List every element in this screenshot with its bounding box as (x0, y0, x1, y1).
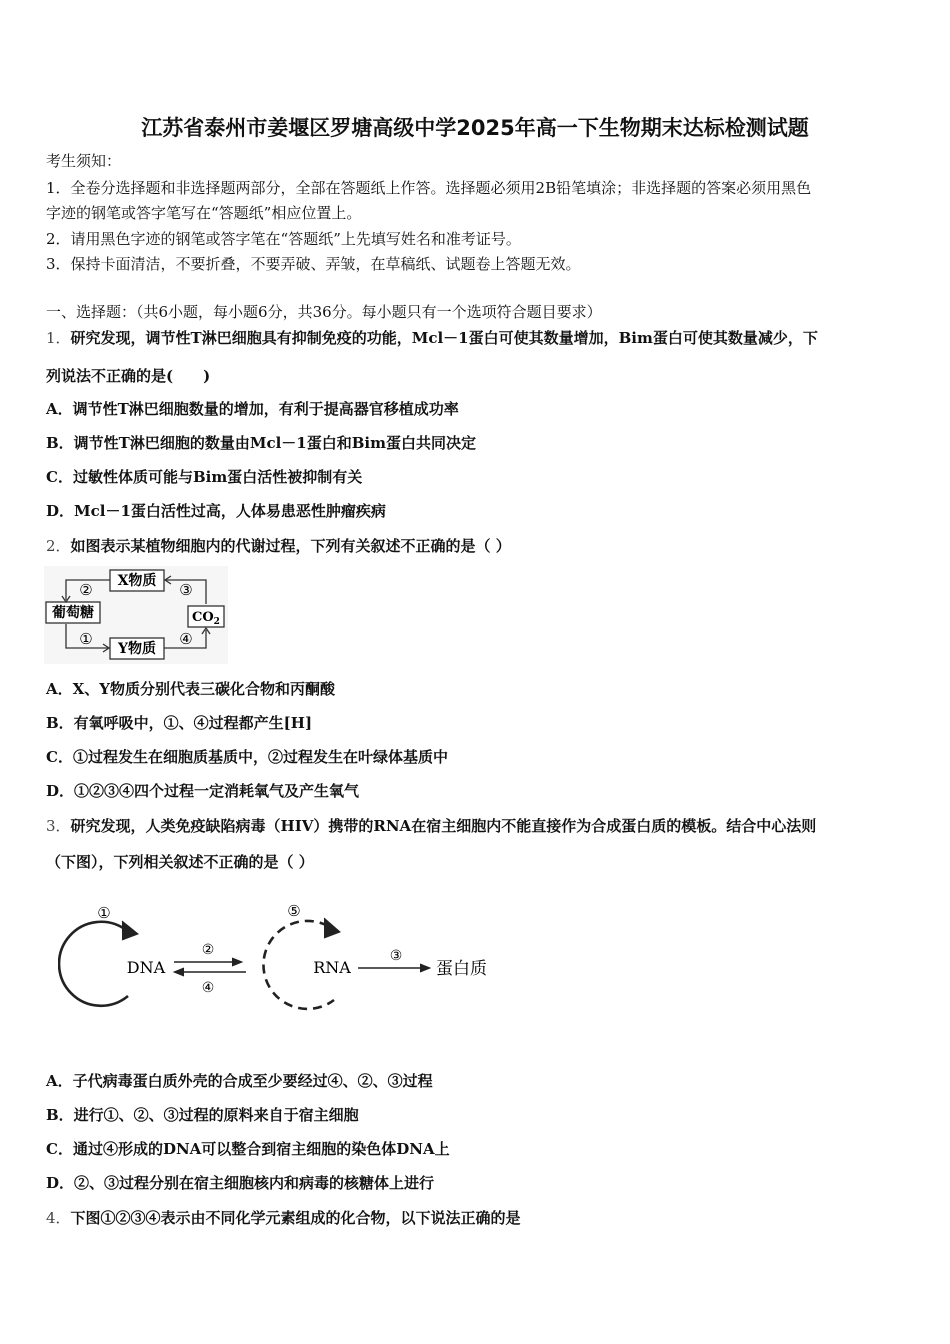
question-4 (46, 1207, 521, 1228)
option-c: C．过敏性体质可能与Bim蛋白活性被抑制有关 (46, 468, 363, 486)
y-substance-label: Y物质 (118, 641, 156, 657)
option-b: B．有氧呼吸中，①、④过程都产生[H] (46, 714, 313, 732)
option-a: A．X、Y物质分别代表三碳化合物和丙酮酸 (46, 680, 335, 698)
rna-replication-arrowhead (324, 918, 340, 938)
question-number: 3． (46, 817, 71, 835)
question-text: 下图①②③④表示由不同化学元素组成的化合物，以下说法正确的是 (70, 1209, 521, 1227)
notice-item: 字迹的钢笔或答字笔写在“答题纸”相应位置上。 (46, 204, 362, 222)
question-text: 研究发现，人类免疫缺陷病毒（HIV）携带的RNA在宿主细胞内不能直接作为合成蛋白质的模板。结合中心法则 (70, 817, 817, 835)
transcription-arrow (232, 958, 242, 966)
option-d: D．Mcl－1蛋白活性过高，人体易患恶性肿瘤疾病 (46, 502, 386, 520)
question-1 (46, 327, 818, 348)
glucose-label: 葡萄糖 (52, 605, 94, 621)
option-b: B．调节性T淋巴细胞的数量由Mcl－1蛋白和Bim蛋白共同决定 (46, 434, 476, 452)
notice-item: 2．请用黑色字迹的钢笔或答字笔在“答题纸”上先填写姓名和准考证号。 (46, 230, 521, 248)
co2-label: $CO_2$ (192, 610, 220, 627)
option-a: A．子代病毒蛋白质外壳的合成至少要经过④、②、③过程 (46, 1072, 433, 1090)
translation-arrow (420, 964, 430, 972)
section-heading: 一、选择题：（共6小题，每小题6分，共36分。每小题只有一个选项符合题目要求） (46, 303, 602, 321)
question-2 (46, 535, 511, 556)
central-dogma-diagram (58, 896, 508, 1016)
step-4-label: ④ (179, 630, 193, 648)
question-number: 4． (46, 1209, 71, 1227)
question-text: 如图表示某植物细胞内的代谢过程，下列有关叙述不正确的是（ ） (70, 537, 511, 555)
dna-label: DNA (126, 958, 166, 977)
metabolism-diagram (44, 566, 228, 664)
replication-arrowhead (122, 921, 138, 940)
page-title: 江苏省泰州市姜堰区罗塘高级中学2025年高一下生物期末达标检测试题 (141, 116, 809, 140)
notice-heading: 考生须知： (46, 152, 122, 170)
replication-arc (59, 922, 128, 1006)
step-4-label: ④ (201, 980, 215, 996)
question-3 (46, 815, 816, 836)
protein-label: 蛋白质 (436, 959, 487, 979)
rna-label: RNA (313, 958, 351, 977)
x-substance-label: X物质 (117, 573, 157, 589)
question-number: 1． (46, 329, 71, 347)
step-1-label: ① (97, 904, 111, 922)
option-c: C．①过程发生在细胞质基质中，②过程发生在叶绿体基质中 (46, 748, 448, 766)
option-b: B．进行①、②、③过程的原料来自于宿主细胞 (46, 1106, 359, 1124)
option-d: D．①②③④四个过程一定消耗氧气及产生氧气 (46, 782, 360, 800)
step-5-label: ⑤ (287, 902, 301, 920)
reverse-transcription-arrow (174, 968, 184, 976)
question-text-cont: （下图），下列相关叙述不正确的是（ ） (46, 853, 314, 871)
step-2-label: ② (201, 942, 215, 958)
notice-item: 1．全卷分选择题和非选择题两部分，全部在答题纸上作答。选择题必须用2B铅笔填涂；非选择题的答案必须用黑色 (46, 179, 812, 197)
step-3-label: ③ (389, 948, 403, 964)
option-d: D．②、③过程分别在宿主细胞核内和病毒的核糖体上进行 (46, 1174, 435, 1192)
option-c: C．通过④形成的DNA可以整合到宿主细胞的染色体DNA上 (46, 1140, 450, 1158)
step-2-label: ② (79, 581, 93, 599)
question-number: 2． (46, 537, 71, 555)
step-3-label: ③ (179, 581, 193, 599)
question-text: 研究发现，调节性T淋巴细胞具有抑制免疫的功能，Mcl－1蛋白可使其数量增加，Bim蛋白可使其数量减少，下 (70, 329, 818, 347)
step-1-label: ① (79, 630, 93, 648)
option-a: A．调节性T淋巴细胞数量的增加，有利于提高器官移植成功率 (46, 400, 459, 418)
question-text-cont: 列说法不正确的是( ) (46, 367, 211, 385)
notice-item: 3．保持卡面清洁，不要折叠，不要弄破、弄皱，在草稿纸、试题卷上答题无效。 (46, 255, 581, 273)
